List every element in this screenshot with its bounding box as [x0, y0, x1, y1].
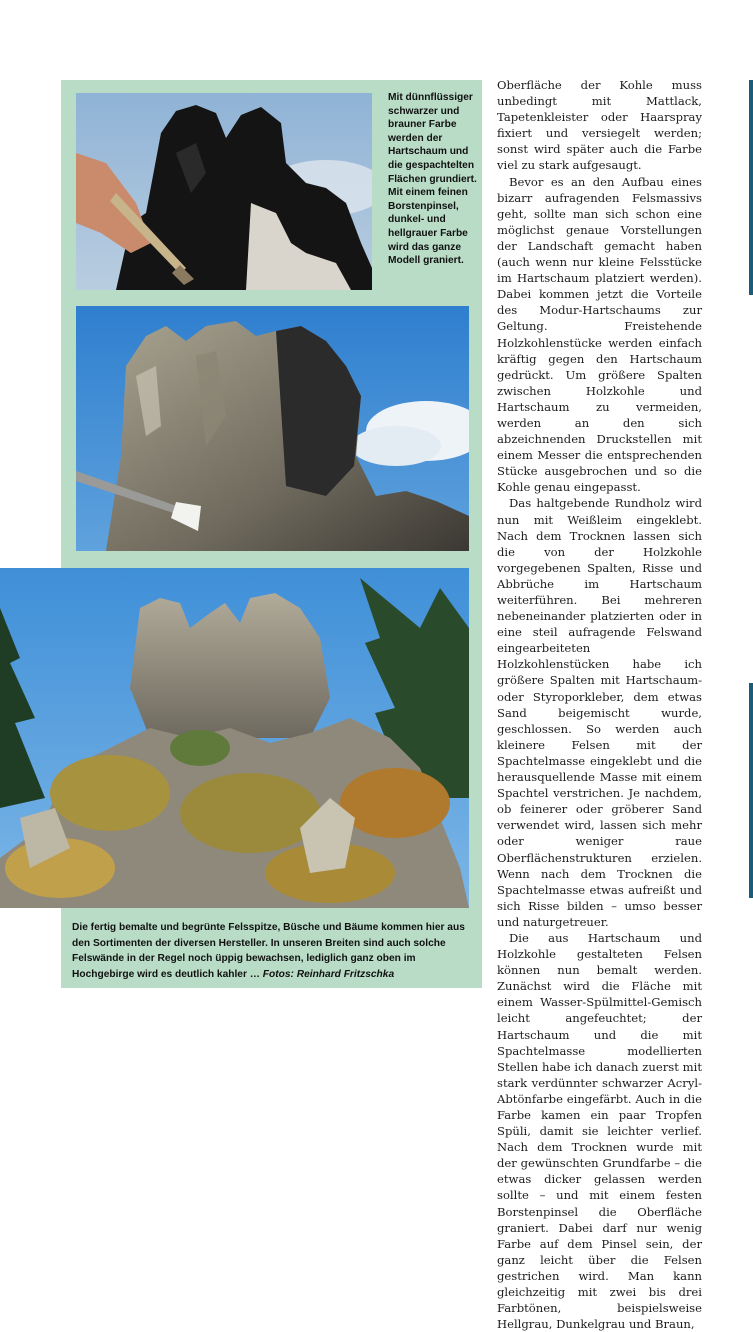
photo-caption-top — [388, 91, 480, 268]
photo-credit: Fotos: Reinhard Fritzschka — [262, 968, 395, 980]
article-paragraph: Das haltgebende Rundholz wird nun mit Weißleim eingeklebt. Nach dem Trocknen lassen sich die von der Holzkohle vorgegebenen Spalten, Risse und Abbrüche im Hartschaum weiterführen. Bei mehreren nebeneinander platzierten oder in eine steil aufragende Felswand eingearbeiteten Holzkohlenstücken habe ich größere Spalten mit Hartschaum- oder Styroporkleber, dem etwas Sand beigemischt wurde, geschlossen. So werden auch kleinere Felsen mit der Spachtelmasse eingeklebt und die herausquellende Masse mit einem Spachtel verstrichen. Je nachdem, ob feinerer oder gröberer Sand verwendet wird, lassen sich mehr oder weniger raue Oberflächenstrukturen erzielen. Wenn nach dem Trocknen die Spachtelmasse etwas aufreißt und sich Risse bilden – umso besser und naturgetreuer. — [497, 496, 702, 929]
caption-primer-text: Mit dünnflüssiger schwarzer und brauner Farbe werden der Hartschaum und die gespachtelten Flächen grundiert. — [388, 92, 477, 185]
caption-drybrush-text: Mit einem feinen Borstenpinsel, dunkel- und hellgrauer Farbe wird das ganze Modell graniert. — [388, 187, 468, 267]
photo-finished-scene — [0, 568, 469, 908]
article-paragraph: Oberfläche der Kohle muss unbedingt mit Mattlack, Tapetenkleister oder Haarspray fixiert und versiegelt werden; sonst wird später auch die Farbe viel zu stark aufgesaugt. — [497, 78, 702, 173]
photo-primed-charcoal — [76, 93, 372, 290]
caption-finished-text: Die fertig bemalte und begrünte Felsspitze, Büsche und Bäume kommen hier aus den Sortimenten der diversen Hersteller. In unseren Breiten sind auch solche Felswände in der Regel noch üppig bewachsen, lediglich ganz oben im Hochgebirge wird es deutlich kahler … — [72, 922, 465, 980]
article-paragraph: Bevor es an den Aufbau eines bizarr aufragenden Felsmassivs geht, sollte man sich schon eine möglichst genaue Vorstellungen der Landschaft gemacht haben (auch wenn nur kleine Felsstücke im Hartschaum platziert werden). Dabei kommen jetzt die Vorteile des Modur-Hartschaums zur Geltung. Freistehende Holzkohlenstücke werden einfach kräftig gegen den Hartschaum gedrückt. Um größere Spalten zwischen Holzkohle und Hartschaum zu vermeiden, werden an den sich abzeichnenden Druckstellen mit einem Messer die entsprechenden Stücke ausgebrochen und so die Kohle genau eingepasst. — [497, 174, 702, 495]
photo-caption-bottom — [72, 920, 477, 982]
photo-drybrushing — [76, 306, 469, 551]
article-body — [497, 77, 702, 1332]
article-paragraph: Die aus Hartschaum und Holzkohle gestalteten Felsen können nun bemalt werden. Zunächst wird die Fläche mit einem Wasser-Spülmittel-Gemisch leicht angefeuchtet; der Hartschaum und die mit Spachtelmasse modellierten Stellen habe ich danach zuerst mit stark verdünnter schwarzer Acryl-Abtönfarbe eingefärbt. Auch in die Farbe kamen ein paar Tropfen Spüli, damit sie leichter verlief. Nach dem Trocknen wurde mit der gewünschten Grundfarbe – die etwas dicker gelassen werden sollte – und mit einem festen Borstenpinsel die Oberfläche graniert. Dabei darf nur wenig Farbe auf dem Pinsel sein, der ganz leicht über die Felsen gestrichen wird. Man kann gleichzeitig mit zwei bis drei Farbtönen, beispielsweise Hellgrau, Dunkelgrau und Braun, — [497, 930, 702, 1332]
page-edge-marker-bottom — [749, 683, 753, 898]
page-edge-marker-top — [749, 80, 753, 295]
